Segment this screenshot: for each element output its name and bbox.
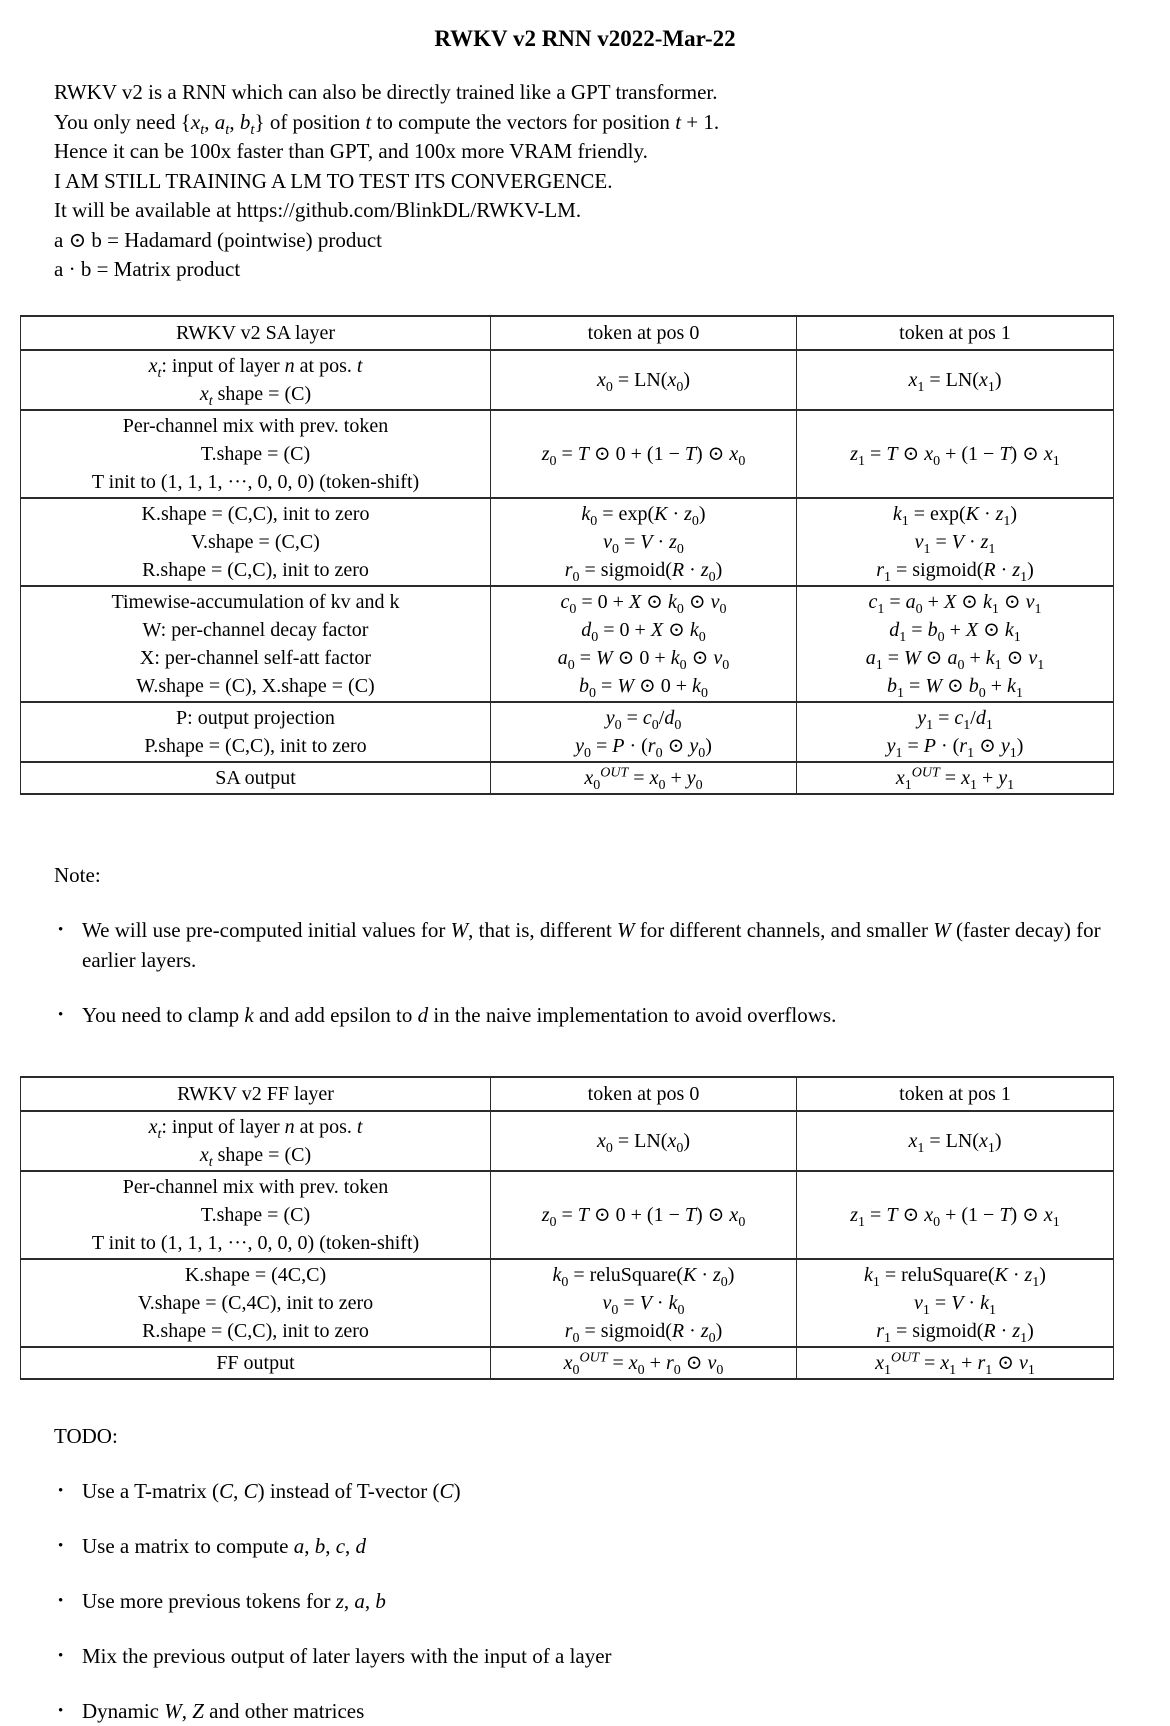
table-row xyxy=(21,586,1114,702)
bullet-icon: • xyxy=(58,1482,64,1499)
intro-line-1: RWKV v2 is a RNN which can also be directly trained like a GPT transformer. xyxy=(54,80,718,104)
page-title: RWKV v2 RNN v2022-Mar-22 xyxy=(434,26,736,51)
table-row xyxy=(21,1111,1114,1171)
sa-input-pos0: $x_0 = LN(x_0)$ xyxy=(491,350,797,410)
ff-input-pos1: $x_1 = LN(x_1)$ xyxy=(797,1111,1114,1171)
table-row xyxy=(21,762,1114,794)
ff-kvr-pos0: $k_0$ = reluSquare(K · $z_0$) $v_0 = V \cdot k_0$ $r_0$ = sigmoid(R · $z_0$) xyxy=(491,1259,797,1347)
intro-line-url: It will be available at https://github.com/BlinkDL/RWKV-LM. xyxy=(54,198,582,222)
list-item xyxy=(0,1696,1170,1726)
sa-output-pos1: $x_1^{OUT} = x_1 + y_1$ xyxy=(797,762,1114,794)
ff-kvr-desc: K.shape = (4C,C) V.shape = (C,4C), init to zero R.shape = (C,C), init to zero xyxy=(21,1259,491,1347)
ff-header-pos1: token at pos 1 xyxy=(797,1077,1114,1111)
ff-mix-desc: Per-channel mix with prev. token T.shape = (C) T init to (1, 1, 1, ···, 0, 0, 0) (token-shift) xyxy=(21,1171,491,1259)
intro-line-matrix: a · b = Matrix product xyxy=(54,257,241,281)
bullet-icon: • xyxy=(58,1592,64,1609)
list-item xyxy=(0,1000,1170,1030)
intro-line-4: I AM STILL TRAINING A LM TO TEST ITS CONVERGENCE. xyxy=(54,168,613,193)
sa-kvr-pos1: $k_1 = \exp(K \cdot z_1)$ $v_1 = V \cdot z_1$ $r_1$ = sigmoid(R · $z_1$) xyxy=(797,498,1114,586)
table-row xyxy=(21,498,1114,586)
sa-input-desc: $x_t$: input of layer n at pos. t $x_t$ shape = (C) xyxy=(21,350,491,410)
sa-input-pos1: $x_1 = LN(x_1)$ xyxy=(797,350,1114,410)
ff-input-desc: $x_t$: input of layer n at pos. t $x_t$ shape = (C) xyxy=(21,1111,491,1171)
ff-kvr-pos1: $k_1$ = reluSquare(K · $z_1$) $v_1 = V \cdot k_1$ $r_1$ = sigmoid(R · $z_1$) xyxy=(797,1259,1114,1347)
intro-paragraph xyxy=(54,78,1170,285)
sa-accum-desc: Timewise-accumulation of kv and k W: per-channel decay factor X: per-channel self-att factor W.shape = (C), X.shape = (C) xyxy=(21,586,491,702)
ff-mix-pos1: $z_1 = T$ ⊙ $x_0 + (1 - T)$ ⊙ $x_1$ xyxy=(797,1171,1114,1259)
ff-output-pos0: $x_0^{OUT} = x_0 + r_0$ ⊙ $v_0$ xyxy=(491,1347,797,1379)
bullet-icon: • xyxy=(58,1647,64,1664)
note-item-text: You need to clamp k and add epsilon to d in the naive implementation to avoid overflows. xyxy=(82,1002,837,1027)
todo-item-text: Use a T-matrix (C, C) instead of T-vector (C) xyxy=(82,1478,461,1503)
note-list xyxy=(0,915,1170,1030)
sa-accum-pos1: $c_1 = a_0 + X$ ⊙ $k_1$ ⊙ $v_1$ $d_1 = b_0 + X$ ⊙ $k_1$ $a_1 = W$ ⊙ $a_0 + k_1$ ⊙ $v_1$ $b_1 = W$ ⊙ $b_0 + k_1$ xyxy=(797,586,1114,702)
sa-layer-table xyxy=(20,315,1114,795)
intro-line-2: You only need {$x_t$, $a_t$, $b_t$} of position t to compute the vectors for position t + 1. xyxy=(54,109,720,138)
sa-proj-pos1: $y_1 = c_1/d_1$ $y_1 = P \cdot (r_1$ ⊙ $y_1$) xyxy=(797,702,1114,762)
ff-header-row xyxy=(21,1077,1114,1111)
todo-item-text: Dynamic W, Z and other matrices xyxy=(82,1698,365,1723)
table-row xyxy=(21,1347,1114,1379)
note-item-text: We will use pre-computed initial values for W, that is, different W for different channels, and smaller W (faster decay) for earlier layers. xyxy=(82,917,1101,972)
todo-item-text: Use a matrix to compute a, b, c, d xyxy=(82,1533,367,1558)
table-row xyxy=(21,1171,1114,1259)
table-row xyxy=(21,1259,1114,1347)
bullet-icon: • xyxy=(58,1702,64,1719)
intro-line-hadamard: a ⊙ b = Hadamard (pointwise) product xyxy=(54,227,383,252)
list-item xyxy=(0,1641,1170,1671)
sa-table-title: RWKV v2 SA layer xyxy=(21,316,491,350)
list-item xyxy=(0,1476,1170,1506)
todo-item-text: Use more previous tokens for z, a, b xyxy=(82,1588,386,1613)
sa-output-pos0: $x_0^{OUT} = x_0 + y_0$ xyxy=(491,762,797,794)
sa-kvr-desc: K.shape = (C,C), init to zero V.shape = (C,C) R.shape = (C,C), init to zero xyxy=(21,498,491,586)
note-label: Note: xyxy=(54,862,101,887)
table-row xyxy=(21,702,1114,762)
list-item xyxy=(0,1531,1170,1561)
sa-header-row xyxy=(21,316,1114,350)
intro-line-3: Hence it can be 100x faster than GPT, and 100x more VRAM friendly. xyxy=(54,139,648,163)
bullet-icon: • xyxy=(58,1537,64,1554)
sa-proj-pos0: $y_0 = c_0/d_0$ $y_0 = P \cdot (r_0$ ⊙ $y_0$) xyxy=(491,702,797,762)
ff-layer-table xyxy=(20,1076,1114,1380)
bullet-icon: • xyxy=(58,921,64,938)
ff-output-desc: FF output xyxy=(21,1347,491,1379)
sa-proj-desc: P: output projection P.shape = (C,C), init to zero xyxy=(21,702,491,762)
todo-list xyxy=(0,1476,1170,1726)
todo-label: TODO: xyxy=(54,1423,118,1448)
sa-kvr-pos0: $k_0 = \exp(K \cdot z_0)$ $v_0 = V \cdot z_0$ $r_0$ = sigmoid(R · $z_0$) xyxy=(491,498,797,586)
ff-output-pos1: $x_1^{OUT} = x_1 + r_1$ ⊙ $v_1$ xyxy=(797,1347,1114,1379)
sa-mix-pos1: $z_1 = T$ ⊙ $x_0 + (1 - T)$ ⊙ $x_1$ xyxy=(797,410,1114,498)
sa-header-pos0: token at pos 0 xyxy=(491,316,797,350)
sa-output-desc: SA output xyxy=(21,762,491,794)
sa-mix-pos0: $z_0 = T$ ⊙ 0 + (1 − T) ⊙ $x_0$ xyxy=(491,410,797,498)
sa-header-pos1: token at pos 1 xyxy=(797,316,1114,350)
todo-item-text: Mix the previous output of later layers with the input of a layer xyxy=(82,1643,612,1668)
sa-mix-desc: Per-channel mix with prev. token T.shape = (C) T init to (1, 1, 1, ···, 0, 0, 0) (token-shift) xyxy=(21,410,491,498)
list-item xyxy=(0,1586,1170,1616)
ff-input-pos0: $x_0 = LN(x_0)$ xyxy=(491,1111,797,1171)
ff-header-pos0: token at pos 0 xyxy=(491,1077,797,1111)
sa-accum-pos0: $c_0 = 0 + X$ ⊙ $k_0$ ⊙ $v_0$ $d_0 = 0 + X$ ⊙ $k_0$ $a_0 = W$ ⊙ $0 + k_0$ ⊙ $v_0$ $b_0 = W$ ⊙ $0 + k_0$ xyxy=(491,586,797,702)
bullet-icon: • xyxy=(58,1006,64,1023)
ff-table-title: RWKV v2 FF layer xyxy=(21,1077,491,1111)
table-row xyxy=(21,350,1114,410)
ff-mix-pos0: $z_0 = T$ ⊙ 0 + (1 − T) ⊙ $x_0$ xyxy=(491,1171,797,1259)
list-item xyxy=(0,915,1170,975)
table-row xyxy=(21,410,1114,498)
